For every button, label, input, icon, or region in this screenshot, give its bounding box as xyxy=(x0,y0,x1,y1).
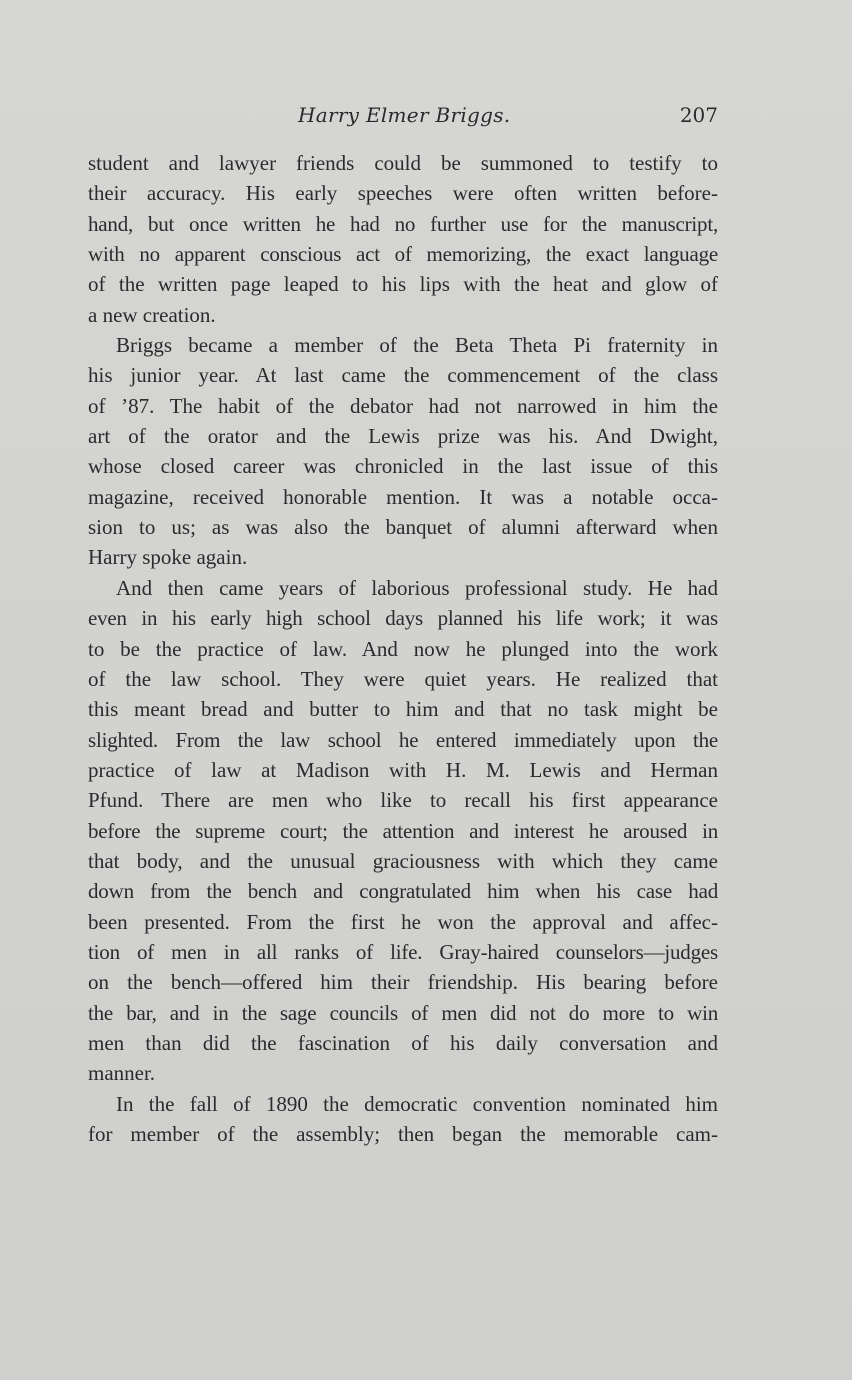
text-line: Pfund. There are men who like to recall his first appearance xyxy=(88,788,718,813)
text-line: art of the orator and the Lewis prize was his. And Dwight, xyxy=(88,424,718,449)
text-line: magazine, received honorable mention. It was a notable occa- xyxy=(88,484,718,509)
text-line: down from the bench and congratulated him when his case had xyxy=(88,879,718,904)
page-number: 207 xyxy=(679,103,718,127)
text-line: to be the practice of law. And now he plunged into the work xyxy=(88,636,718,661)
text-line: his junior year. At last came the commencement of the class xyxy=(88,363,718,388)
text-line: And then came years of laborious professional study. He had xyxy=(116,575,718,600)
text-line: Briggs became a member of the Beta Theta Pi fraternity in xyxy=(116,333,718,358)
text-line: for member of the assembly; then began the memorable cam- xyxy=(88,1122,718,1146)
text-line: a new creation. xyxy=(88,302,216,327)
text-line: slighted. From the law school he entered immediately upon the xyxy=(88,727,718,752)
text-line: Harry spoke again. xyxy=(88,545,248,570)
text-line: hand, but once written he had no further use for the manuscript, xyxy=(88,211,718,236)
text-line: of ’87. The habit of the debator had not narrowed in him the xyxy=(88,393,718,418)
text-line: practice of law at Madison with H. M. Lewis and Herman xyxy=(88,757,718,782)
text-line: of the written page leaped to his lips with the heat and glow of xyxy=(88,272,718,297)
text-line: their accuracy. His early speeches were often written before- xyxy=(88,181,718,206)
body-text xyxy=(88,148,718,1149)
text-line: with no apparent conscious act of memorizing, the exact language xyxy=(88,242,718,267)
text-line: whose closed career was chronicled in the last issue of this xyxy=(88,454,718,479)
text-line: on the bench—offered him their friendship. His bearing before xyxy=(88,970,718,995)
text-line: manner. xyxy=(88,1061,156,1086)
text-line: men than did the fascination of his daily conversation and xyxy=(88,1030,718,1055)
text-line: student and lawyer friends could be summoned to testify to xyxy=(88,151,718,175)
text-line: even in his early high school days planned his life work; it was xyxy=(88,606,718,631)
page-header xyxy=(88,100,718,134)
text-line: before the supreme court; the attention and interest he aroused in xyxy=(88,818,718,843)
text-line: of the law school. They were quiet years. He realized that xyxy=(88,666,718,691)
running-title: Harry Elmer Briggs. xyxy=(298,103,511,127)
text-line: tion of men in all ranks of life. Gray-haired counselors—judges xyxy=(88,939,718,964)
text-line: this meant bread and butter to him and that no task might be xyxy=(88,697,718,722)
text-line: the bar, and in the sage councils of men did not do more to win xyxy=(88,1000,718,1025)
text-line: that body, and the unusual graciousness with which they came xyxy=(88,848,718,873)
text-line: sion to us; as was also the banquet of alumni afterward when xyxy=(88,515,718,540)
text-line: In the fall of 1890 the democratic convention nominated him xyxy=(116,1091,718,1116)
text-line: been presented. From the first he won the approval and affec- xyxy=(88,909,718,934)
